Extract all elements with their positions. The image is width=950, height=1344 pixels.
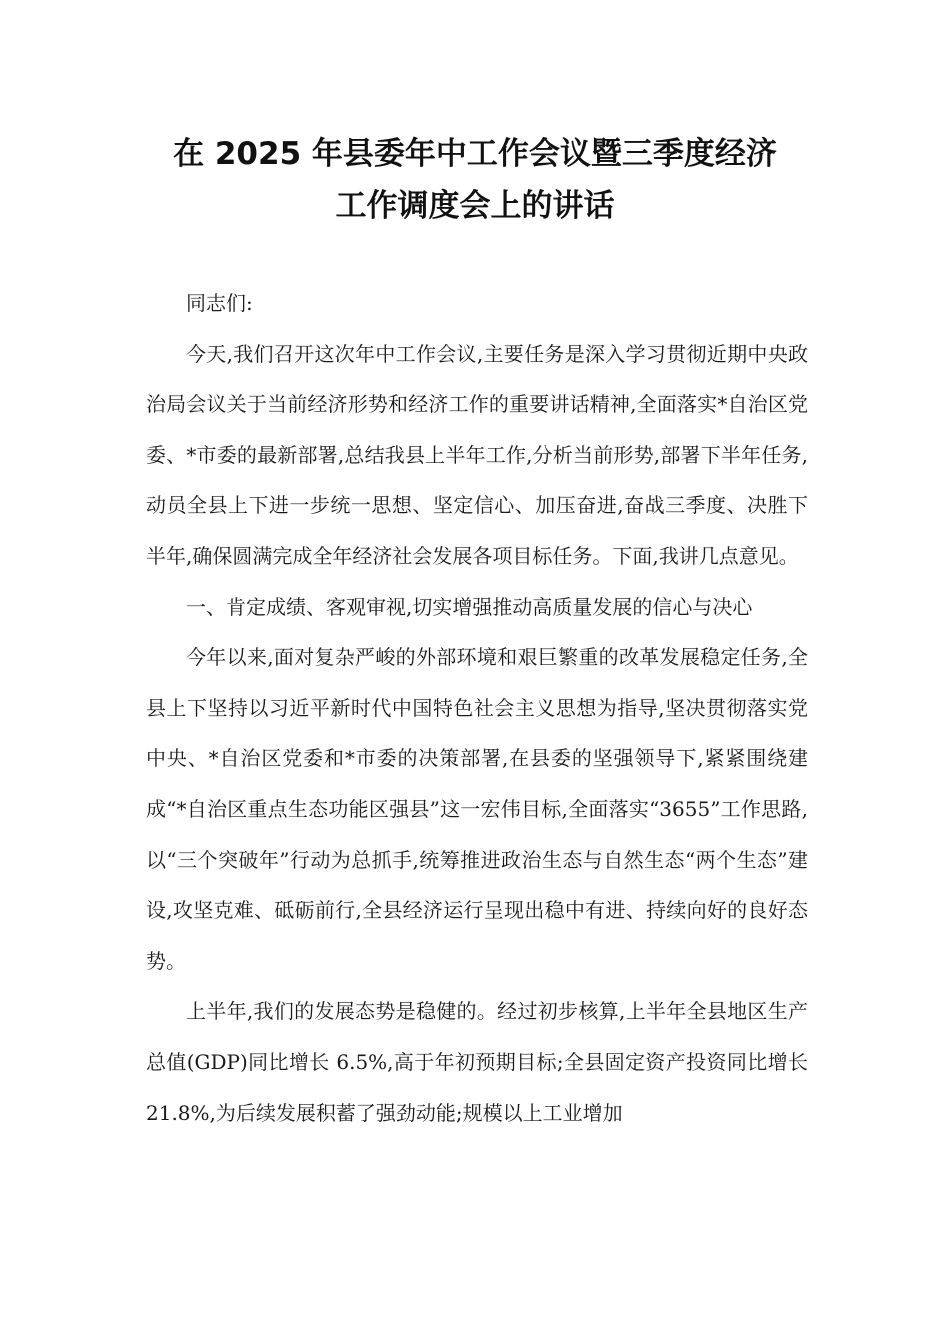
paragraph-first-half: 上半年,我们的发展态势是稳健的。经过初步核算,上半年全县地区生产总值(GDP)同比增长 6.5%,高于年初预期目标;全县固定资产投资同比增长 21.8%,为后续发展积蓄了强劲动能;规模以上工业增加 bbox=[146, 999, 808, 1125]
section-heading-1: 一、肯定成绩、客观审视,切实增强推动高质量发展的信心与决心 bbox=[186, 594, 753, 619]
paragraph-overview: 今年以来,面对复杂严峻的外部环境和艰巨繁重的改革发展稳定任务,全县上下坚持以习近平新时代中国特色社会主义思想为指导,坚决贯彻落实党中央、*自治区党委和*市委的决策部署,在县委的坚强领导下,紧紧围绕建成“*自治区重点生态功能区强县”这一宏伟目标,全面落实“3655”工作思路,以“三个突破年”行动为总抓手,统筹推进政治生态与自然生态“两个生态”建设,攻坚克难、砥砺前行,全县经济运行呈现出稳中有进、持续向好的良好态势。 bbox=[146, 645, 808, 973]
document-title bbox=[120, 128, 830, 232]
salutation: 同志们: bbox=[186, 291, 253, 315]
document-body bbox=[146, 278, 808, 1138]
title-line-1: 在 2025 年县委年中工作会议暨三季度经济 bbox=[173, 136, 777, 172]
title-line-2: 工作调度会上的讲话 bbox=[335, 188, 615, 224]
paragraph-intro: 今天,我们召开这次年中工作会议,主要任务是深入学习贯彻近期中央政治局会议关于当前经济形势和经济工作的重要讲话精神,全面落实*自治区党委、*市委的最新部署,总结我县上半年工作,分析当前形势,部署下半年任务,动员全县上下进一步统一思想、坚定信心、加压奋进,奋战三季度、决胜下半年,确保圆满完成全年经济社会发展各项目标任务。下面,我讲几点意见。 bbox=[146, 341, 808, 568]
